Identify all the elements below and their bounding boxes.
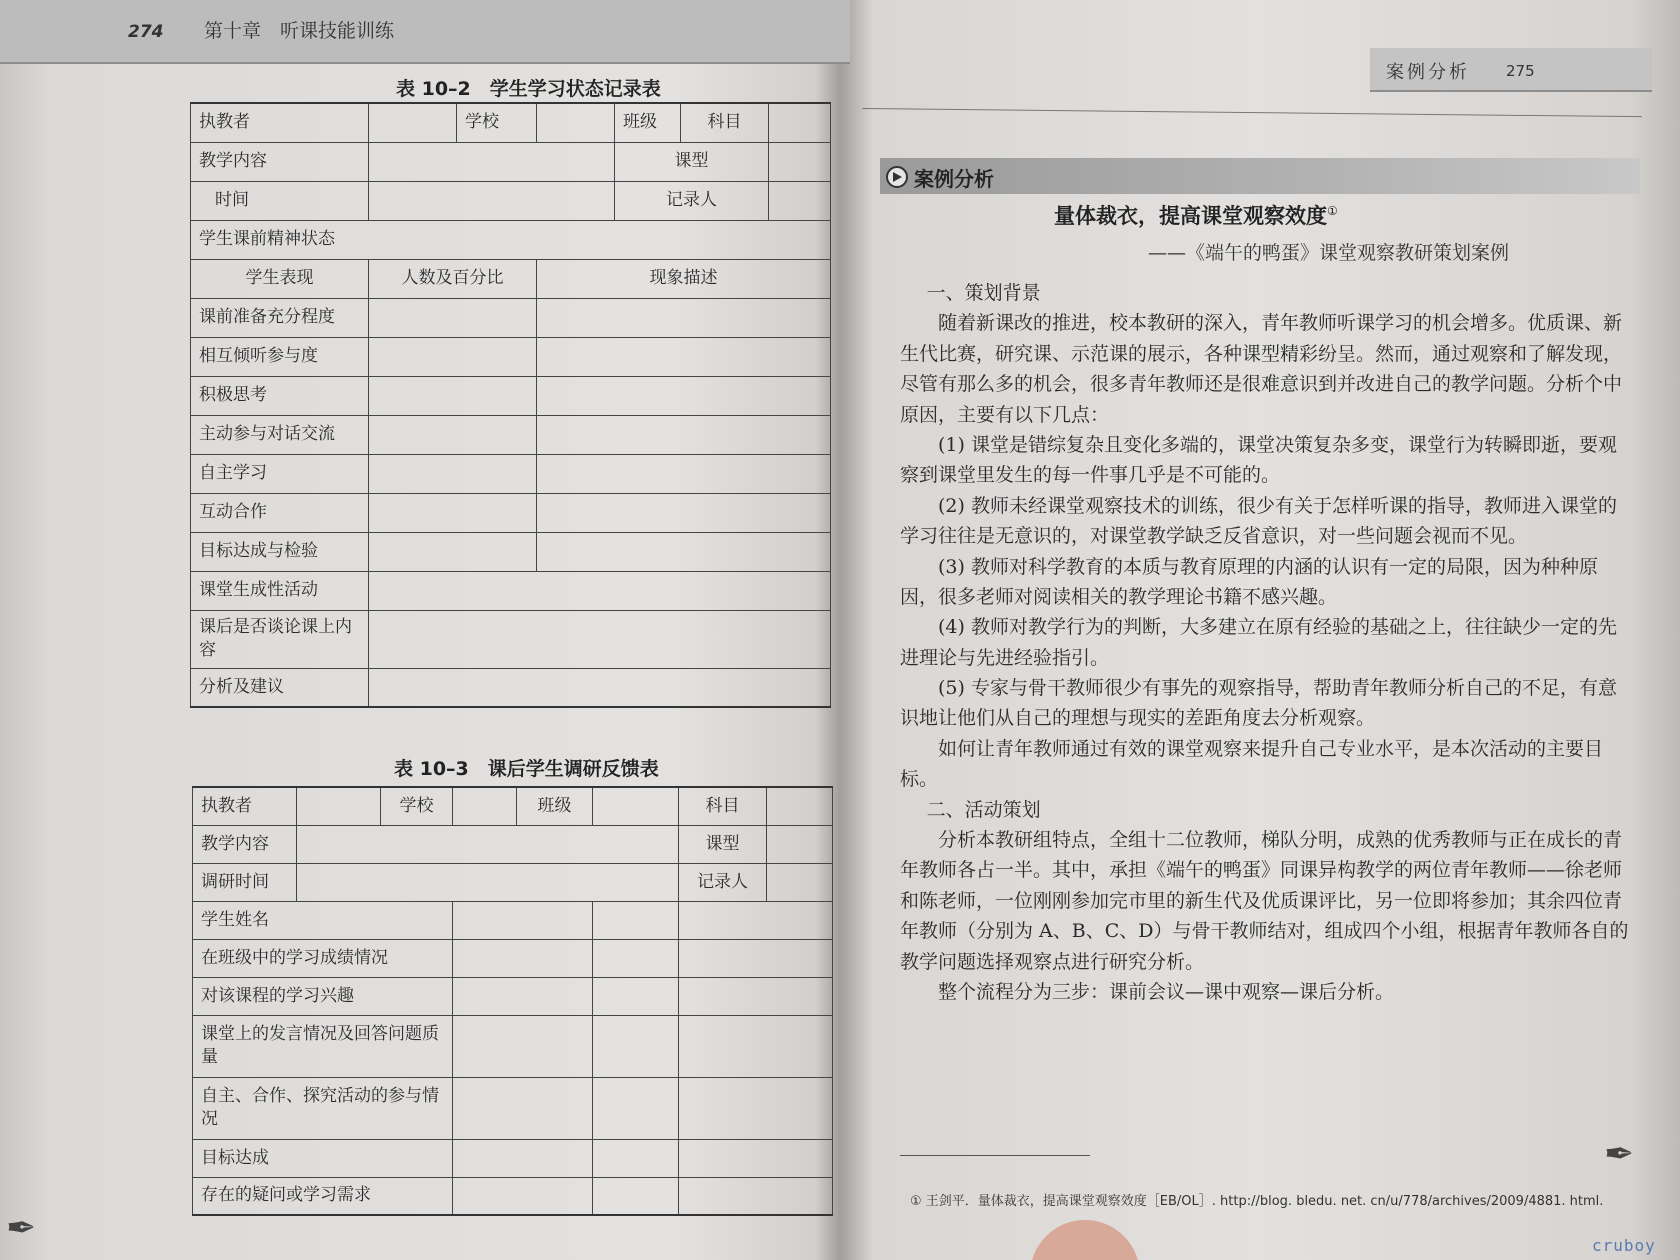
- cell-executor-label: 执教者: [191, 103, 369, 142]
- row-label: 存在的疑问或学习需求: [193, 1177, 453, 1215]
- row-label: 自主学习: [191, 454, 369, 493]
- heading-planning: 二、活动策划: [926, 798, 1041, 821]
- col-count-header: 人数及百分比: [369, 259, 537, 298]
- right-page-number: 275: [1506, 62, 1535, 80]
- table-10-2-caption: 表 10–2 学生学习状态记录表: [396, 78, 661, 100]
- case-analysis-label: 案例分析: [914, 167, 994, 191]
- col-phenomenon-header: 现象描述: [537, 259, 831, 298]
- list-item: (4) 教师对教学行为的判断，大多建立在原有经验的基础之上，往往缺少一定的先进理论与先进经验指引。: [900, 616, 1617, 669]
- list-item: (1) 课堂是错综复杂且变化多端的，课堂决策复杂多变，课堂行为转瞬即逝，要观察到课堂里发生的每一件事几乎是不可能的。: [900, 433, 1617, 487]
- row-label: 学生姓名: [193, 901, 453, 939]
- list-item: (2) 教师未经课堂观察技术的训练，很少有关于怎样听课的指导，教师进入课堂的学习往往是无意识的，对课堂教学缺乏反省意识，对一些问题会视而不见。: [900, 494, 1617, 548]
- row-label: 积极思考: [191, 376, 369, 415]
- cell-recorder-value: [769, 181, 831, 220]
- cell-time-label: 时间: [191, 181, 369, 220]
- row-label: 相互倾听参与度: [191, 337, 369, 376]
- student-status-table: [190, 102, 831, 708]
- row-label: 课堂生成性活动: [191, 571, 369, 610]
- left-page-header: [0, 0, 850, 64]
- cell-recorder-label: 记录人: [679, 863, 767, 901]
- cell-survey-time-value: [297, 863, 679, 901]
- watermark: cruboy: [1592, 1236, 1656, 1255]
- cell-class-label: 班级: [615, 103, 681, 142]
- left-page-number: 274: [128, 22, 164, 42]
- article-subtitle: ——《端午的鸭蛋》课堂观察教研策划案例: [1148, 242, 1510, 264]
- cell-spirit-label: 学生课前精神状态: [191, 220, 831, 259]
- row-label: 课堂上的发言情况及回答问题质量: [193, 1015, 453, 1077]
- chapter-title: 第十章 听课技能训练: [204, 20, 395, 42]
- case-analysis-banner: [880, 158, 1640, 194]
- list-item: (5) 专家与骨干教师很少有事先的观察指导，帮助青年教师分析自己的不足，有意识地让他们从自己的理想与现实的差距角度去分析观察。: [900, 677, 1617, 730]
- row-label: 在班级中的学习成绩情况: [193, 939, 453, 977]
- row-label: 课后是否谈论课上内容: [191, 610, 369, 668]
- cell-class-label: 班级: [517, 787, 593, 825]
- survey-feedback-table: [192, 786, 833, 1216]
- footnote-marker: ①: [1327, 204, 1338, 218]
- row-label: 目标达成: [193, 1139, 453, 1177]
- cell-school-value: [537, 103, 615, 142]
- row-label: 课前准备充分程度: [191, 298, 369, 337]
- table-10-3-caption: 表 10–3 课后学生调研反馈表: [394, 758, 659, 780]
- heading-background: 一、策划背景: [926, 282, 1041, 304]
- paragraph: 如何让青年教师通过有效的课堂观察来提升自己专业水平，是本次活动的主要目标。: [900, 737, 1604, 791]
- cell-executor-value: [369, 103, 457, 142]
- footnote: ① 王剑平．量体裁衣，提高课堂观察效度［EB/OL］. http://blog. bledu. net. cn/u/778/archives/2009/4881. html.: [910, 1194, 1604, 1209]
- cell-subject-label: 科目: [681, 103, 769, 142]
- row-label: 分析及建议: [191, 668, 369, 707]
- cell-content-value: [369, 142, 615, 181]
- cell-subject-value: [767, 787, 833, 825]
- cell-executor-label: 执教者: [193, 787, 297, 825]
- col-performance-header: 学生表现: [191, 259, 369, 298]
- cell-lesson-type-label: 课型: [615, 142, 769, 181]
- article-body: [900, 278, 1630, 1007]
- cell-content-value: [297, 825, 679, 863]
- row-label: 互动合作: [191, 493, 369, 532]
- row-label: 自主、合作、探究活动的参与情况: [193, 1077, 453, 1139]
- cell-class-value: [593, 787, 679, 825]
- cell-time-value: [369, 181, 615, 220]
- cell-school-label: 学校: [457, 103, 537, 142]
- cell-lesson-type-value: [767, 825, 833, 863]
- cell-survey-time-label: 调研时间: [193, 863, 297, 901]
- cell-subject-label: 科目: [679, 787, 767, 825]
- paragraph: 随着新课改的推进，校本教研的深入，青年教师听课学习的机会增多。优质课、新生代比赛，研究课、示范课的展示，各种课型精彩纷呈。然而，通过观察和了解发现，尽管有那么多的机会，很多青年教师还是很难意识到并改进自己的教学问题。分析个中原因，主要有以下几点：: [900, 312, 1623, 426]
- cell-recorder-value: [767, 863, 833, 901]
- quill-pen-icon: ✒: [1604, 1134, 1635, 1175]
- paragraph: 整个流程分为三步：课前会议—课中观察—课后分析。: [938, 980, 1395, 1003]
- cell-recorder-label: 记录人: [615, 181, 769, 220]
- cell-executor-value: [297, 787, 381, 825]
- row-label: 主动参与对话交流: [191, 415, 369, 454]
- row-label: 目标达成与检验: [191, 532, 369, 571]
- row-label: 对该课程的学习兴趣: [193, 977, 453, 1015]
- article-title: 量体裁衣，提高课堂观察效度①: [1054, 204, 1338, 228]
- footnote-rule: [900, 1155, 1090, 1156]
- list-item: (3) 教师对科学教育的本质与教育原理的内涵的认识有一定的局限，因为种种原因，很多老师对阅读相关的教学理论书籍不感兴趣。: [900, 555, 1598, 608]
- cell-content-label: 教学内容: [193, 825, 297, 863]
- cell-lesson-type-value: [769, 142, 831, 181]
- cell-content-label: 教学内容: [191, 142, 369, 181]
- cell-lesson-type-label: 课型: [679, 825, 767, 863]
- paragraph: 分析本教研组特点，全组十二位教师，梯队分明，成熟的优秀教师与正在成长的青年教师各占一半。其中，承担《端午的鸭蛋》同课异构教学的两位青年教师——徐老师和陈老师，一位刚刚参加完市里的新生代及优质课评比，另一位即将参加；其余四位青年教师（分别为 A、B、C、D）与骨干教师结对，组成四个小组，根据青年教师各自的教学问题选择观察点进行研究分析。: [900, 829, 1629, 973]
- section-title: 案例分析: [1386, 62, 1470, 83]
- cell-school-value: [453, 787, 517, 825]
- right-page-header: [1370, 48, 1652, 92]
- cell-subject-value: [769, 103, 831, 142]
- quill-pen-icon: ✒: [6, 1208, 37, 1249]
- cell-school-label: 学校: [381, 787, 453, 825]
- play-arrow-icon: [886, 166, 908, 188]
